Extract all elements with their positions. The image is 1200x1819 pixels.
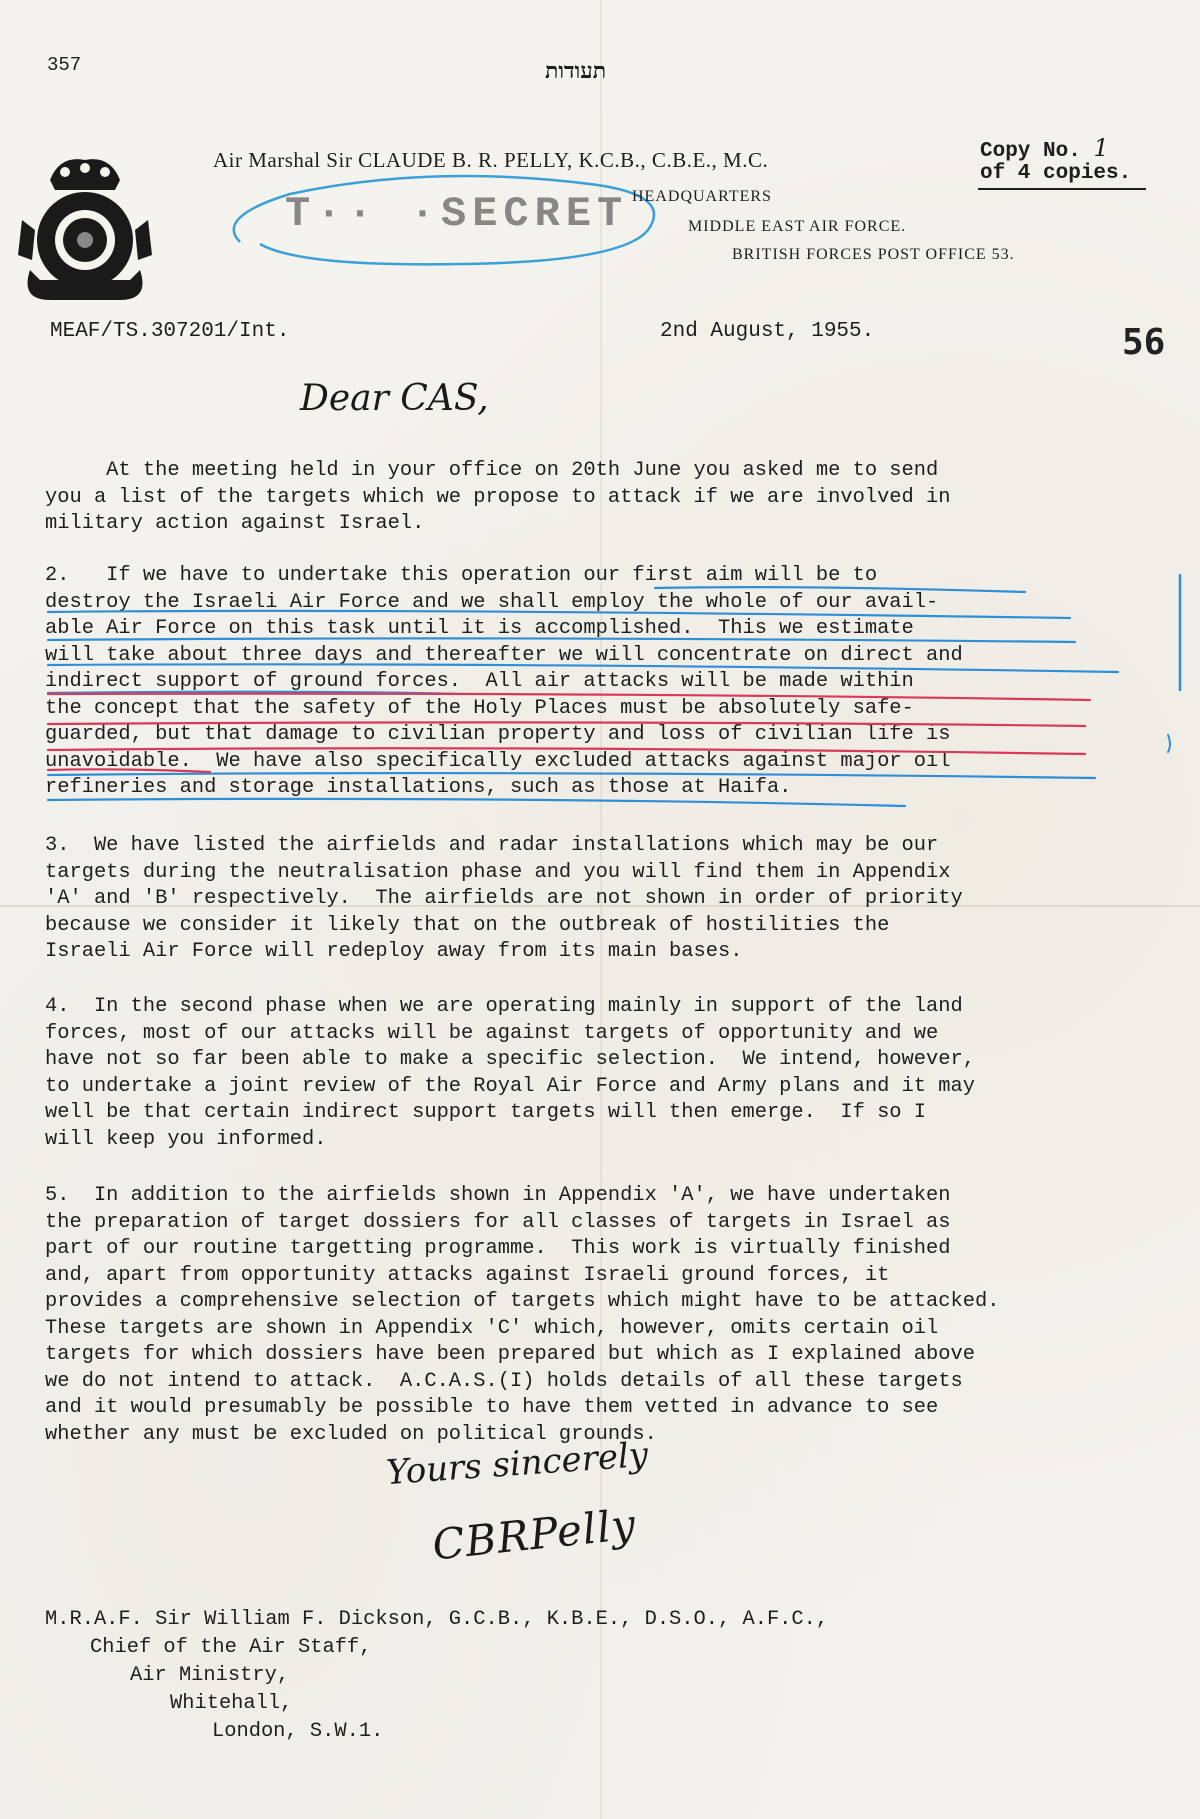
text-line: and it would presumably be possible to have them vetted in advance to see: [45, 1396, 939, 1419]
letterhead-name: Air Marshal Sir CLAUDE B. R. PELLY, K.C.B., C.B.E., M.C.: [213, 148, 769, 172]
text-line: will keep you informed.: [45, 1127, 327, 1151]
signature: CBRPelly: [429, 1499, 639, 1570]
text-line: 2. If we have to undertake this operation our first aim will be to: [45, 564, 878, 587]
text-line: These targets are shown in Appendix 'C' which, however, omits certain oil: [45, 1316, 939, 1340]
text-line: to undertake a joint review of the Royal Air Force and Army plans and it may: [45, 1074, 975, 1098]
closing: Yours sincerely: [384, 1434, 650, 1494]
hq-line: BRITISH FORCES POST OFFICE 53.: [732, 246, 1015, 263]
text-line: part of our routine targetting programme. This work is virtually finished: [45, 1237, 951, 1260]
hq-line: HEADQUARTERS: [632, 188, 772, 205]
text-line: able Air Force on this task until it is accomplished. This we estimate: [45, 617, 914, 640]
text-line: military action against Israel.: [45, 512, 425, 535]
text-line: the concept that the safety of the Holy Places must be absolutely safe-: [45, 696, 914, 720]
folio-number: 56: [1122, 322, 1166, 363]
addressee-line: Chief of the Air Staff,: [90, 1636, 372, 1659]
text-line: forces, most of our attacks will be against targets of opportunity and we: [45, 1021, 939, 1045]
text-line: destroy the Israeli Air Force and we shall employ the whole of our avail-: [45, 590, 939, 614]
text-line: guarded, but that damage to civilian property and loss of civilian life is: [45, 723, 951, 746]
text-line: provides a comprehensive selection of targets which might have to be attacked.: [45, 1290, 1000, 1313]
hq-line: MIDDLE EAST AIR FORCE.: [688, 218, 907, 235]
text-line: 4. In the second phase when we are operating mainly in support of the land: [45, 995, 963, 1018]
text-line: Israeli Air Force will redeploy away from its main bases.: [45, 940, 743, 963]
letter-date: 2nd August, 1955.: [660, 320, 875, 343]
text-line: we do not intend to attack. A.C.A.S.(I) holds details of all these targets: [45, 1369, 963, 1393]
text-line: refineries and storage installations, such as those at Haifa.: [45, 776, 792, 799]
salutation: Dear CAS,: [300, 378, 489, 419]
text-line: well be that certain indirect support targets will then emerge. If so I: [45, 1101, 927, 1124]
reference-number: MEAF/TS.307201/Int.: [50, 320, 290, 343]
text-line: 3. We have listed the airfields and radar installations which may be our: [45, 834, 939, 857]
text-line: At the meeting held in your office on 20th June you asked me to send: [45, 459, 939, 482]
text-line: and, apart from opportunity attacks against Israeli ground forces, it: [45, 1263, 890, 1287]
copy-number: 1: [1093, 134, 1109, 162]
copy-count: of 4 copies.: [980, 162, 1132, 185]
text-line: targets during the neutralisation phase and you will find them in Appendix: [45, 860, 951, 884]
text-line: have not so far been able to make a specific selection. We intend, however,: [45, 1048, 975, 1071]
hebrew-label: תעודות: [545, 58, 607, 83]
addressee-line: Air Ministry,: [130, 1664, 290, 1687]
text-line: because we consider it likely that on the outbreak of hostilities the: [45, 913, 890, 937]
text-line: unavoidable. We have also specifically excluded attacks against major oil: [45, 749, 951, 773]
addressee-line: M.R.A.F. Sir William F. Dickson, G.C.B., K.B.E., D.S.O., A.F.C.,: [45, 1608, 829, 1631]
addressee-line: London, S.W.1.: [212, 1720, 384, 1743]
text-line: 5. In addition to the airfields shown in Appendix 'A', we have undertaken: [45, 1184, 951, 1207]
page-number: 357: [47, 54, 82, 76]
text-line: indirect support of ground forces. All air attacks will be made within: [45, 670, 914, 693]
text-line: will take about three days and thereafter we will concentrate on direct and: [45, 643, 963, 667]
text-line: 'A' and 'B' respectively. The airfields are not shown in order of priority: [45, 887, 963, 910]
text-line: whether any must be excluded on political grounds.: [45, 1422, 657, 1446]
text-line: you a list of the targets which we propose to attack if we are involved in: [45, 485, 951, 509]
text-line: the preparation of target dossiers for all classes of targets in Israel as: [45, 1210, 951, 1234]
text-line: targets for which dossiers have been prepared but which as I explained above: [45, 1343, 975, 1366]
classification-stamp: T·· ·SECRET: [285, 190, 629, 238]
addressee-line: Whitehall,: [170, 1692, 293, 1715]
copy-prefix: Copy No.: [980, 140, 1081, 163]
